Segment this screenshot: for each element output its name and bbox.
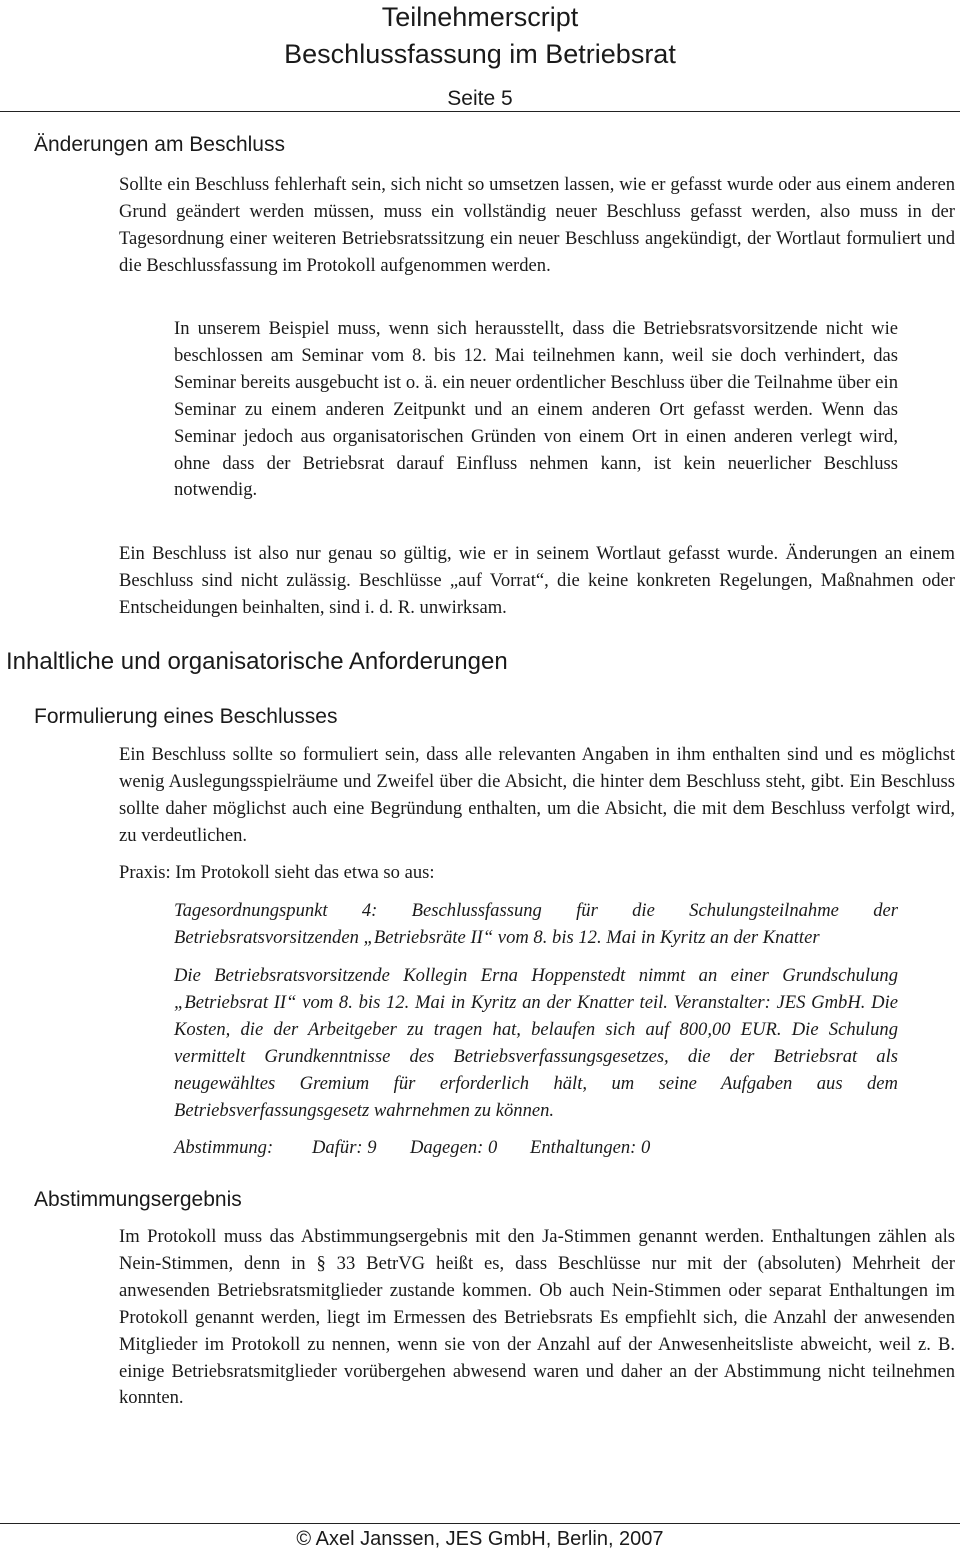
footer-divider — [0, 1523, 960, 1524]
paragraph-formulierung-intro: Ein Beschluss sollte so formuliert sein, dass alle relevanten Angaben in ihm enthalten sind und es möglichst wenig Auslegungsspielräume und Zweifel über die Absicht, die hinter dem Beschluss steht, gibt. Ein Beschluss sollte daher möglichst auch eine Begründung enthalten, um die Absicht, die mit dem Beschluss verfolgt wird, zu verdeutlichen. — [119, 744, 955, 846]
heading-abstimmungsergebnis: Abstimmungsergebnis — [34, 1188, 242, 1211]
heading-aenderungen: Änderungen am Beschluss — [34, 133, 285, 156]
paragraph-abstimmungsergebnis: Im Protokoll muss das Abstimmungsergebnis mit den Ja-Stimmen genannt werden. Enthaltungen zählen als Nein-Stimmen, denn in § 33 BetrVG heißt es, dass Beschlüsse nur mit der (absoluten) Mehrheit der anwesenden Betriebsratsmitglieder zustande kommen. Ob auch Nein-Stimmen oder separat Enthaltungen im Protokoll genannt werden, liegt im Ermessen des Betriebsrats Es empfiehlt sich, die Anzahl der anwesenden Mitglieder im Protokoll zu nennen, wenn sie von der Anzahl auf der Anwesenheitsliste abweicht, weil z. B. einige Betriebsratsmitglieder vorübergehen abwesend waren und daher an der Abstimmung nicht teilnehmen konnten. — [119, 1226, 955, 1409]
vote-for: Dafür: 9 — [312, 1137, 377, 1158]
page-number: Seite 5 — [447, 87, 513, 110]
heading-anforderungen: Inhaltliche und organisatorische Anforderungen — [6, 648, 508, 675]
header-divider — [0, 111, 960, 112]
paragraph-aenderungen-summary: Ein Beschluss ist also nur genau so gültig, wie er in seinem Wortlaut gefasst wurde. Änderungen an einem Beschluss sind nicht zulässig. Beschlüsse „auf Vorrat“, die keine konkreten Regelungen, Maßnahmen oder Entscheidungen beinhalten, sind i. d. R. unwirksam. — [119, 543, 955, 618]
vote-against: Dagegen: 0 — [410, 1137, 498, 1158]
protocol-agenda-item: Tagesordnungspunkt 4: Beschlussfassung für die Schulungsteilnahme der Betriebsratsvorsitzenden „Betriebsräte II“ vom 8. bis 12. Mai in Kyritz an der Knatter — [174, 900, 898, 948]
vote-result-line — [174, 1134, 650, 1161]
paragraph-aenderungen-intro: Sollte ein Beschluss fehlerhaft sein, sich nicht so umsetzen lassen, wie er gefasst wurde oder aus einem anderen Grund geändert werden müssen, muss ein vollständig neuer Beschluss gefasst werden, also muss in der Tagesordnung einer weiteren Betriebsratssitzung ein neuer Beschluss angekündigt, der Wortlaut formuliert und die Beschlussfassung im Protokoll aufgenommen werden. — [119, 174, 955, 276]
paragraph-aenderungen-example: In unserem Beispiel muss, wenn sich herausstellt, dass die Betriebsratsvorsitzende nicht wie beschlossen am Seminar vom 8. bis 12. Mai teilnehmen kann, weil sie doch verhindert, das Seminar bereits ausgebucht ist o. ä. ein neuer ordentlicher Beschluss über die Teilnahme über ein Seminar zu einem anderen Zeitpunkt und an einem anderen Ort gefasst werden. Wenn das Seminar jedoch aus organisatorischen Gründen von einem Ort in einen anderen verlegt wird, ohne dass der Betriebsrat darauf Einfluss nehmen kann, ist kein neuerlicher Beschluss notwendig. — [174, 318, 898, 501]
footer-copyright: © Axel Janssen, JES GmbH, Berlin, 2007 — [296, 1528, 664, 1550]
protocol-resolution-text: Die Betriebsratsvorsitzende Kollegin Erna Hoppenstedt nimmt an einer Grundschulung „Betriebsrat II“ vom 8. bis 12. Mai in Kyritz an der Knatter teil. Veranstalter: JES GmbH. Die Kosten, die der Arbeitgeber zu tragen hat, belaufen sich auf 800,00 EUR. Die Schulung vermittelt Grundkenntnisse des Betriebsverfassungsgesetzes, die der Betriebsrat als neugewähltes Gremium für erforderlich hält, um seine Aufgaben aus dem Betriebsverfassungsgesetz wahrnehmen zu können. — [174, 965, 898, 1121]
heading-formulierung: Formulierung eines Beschlusses — [34, 705, 338, 728]
vote-abstain: Enthaltungen: 0 — [530, 1137, 651, 1158]
vote-label: Abstimmung: — [174, 1137, 274, 1158]
document-title: Teilnehmerscript — [381, 2, 579, 32]
document-subtitle: Beschlussfassung im Betriebsrat — [284, 39, 676, 69]
paragraph-praxis: Praxis: Im Protokoll sieht das etwa so aus: — [119, 862, 435, 883]
